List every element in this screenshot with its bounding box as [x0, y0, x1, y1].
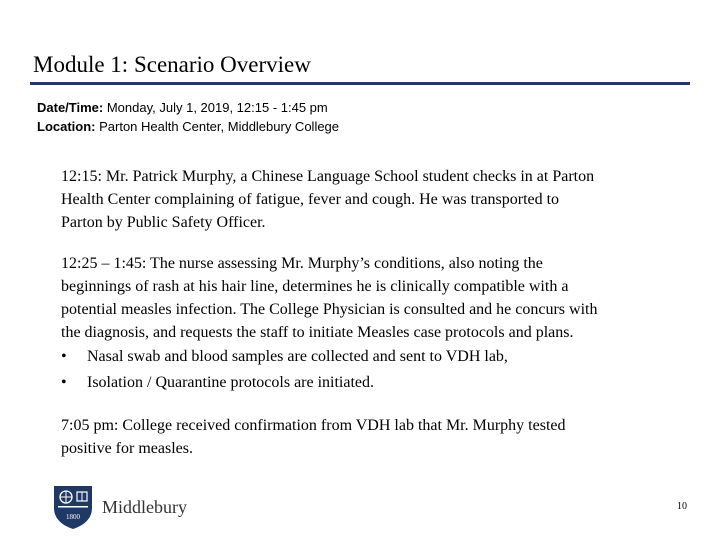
bullet-item	[61, 344, 597, 370]
datetime-label: Date/Time:	[37, 100, 104, 115]
paragraph-line: Parton by Public Safety Officer.	[61, 214, 266, 231]
logo-year: 1800	[66, 513, 80, 521]
paragraph-line: positive for measles.	[61, 440, 193, 457]
datetime-value: Monday, July 1, 2019, 12:15 - 1:45 pm	[103, 100, 328, 115]
paragraph-confirmation	[61, 414, 565, 460]
bullet-text: Isolation / Quarantine protocols are initiated.	[87, 374, 375, 391]
datetime-line	[37, 98, 339, 117]
location-label: Location:	[37, 119, 96, 134]
paragraph-line: 12:25 – 1:45: The nurse assessing Mr. Murphy’s conditions, also noting the	[61, 255, 543, 272]
paragraph-assessment	[61, 252, 597, 396]
middlebury-logo	[52, 484, 187, 530]
paragraph-line: potential measles infection. The College Physician is consulted and he concurs with	[61, 301, 598, 318]
slide-title: Module 1: Scenario Overview	[33, 52, 311, 77]
bullet-marker: •	[61, 374, 67, 391]
meta-block	[37, 98, 339, 136]
location-line	[37, 117, 339, 136]
paragraph-line: the diagnosis, and requests the staff to initiate Measles case protocols and plans.	[61, 324, 574, 341]
bullet-item	[61, 370, 597, 396]
paragraph-line: beginnings of rash at his hair line, determines he is clinically compatible with a	[61, 278, 569, 295]
bullet-text: Nasal swab and blood samples are collected and sent to VDH lab,	[87, 348, 508, 365]
paragraph-line: 12:15: Mr. Patrick Murphy, a Chinese Language School student checks in at Parton	[61, 168, 595, 185]
logo-wordmark: Middlebury	[102, 496, 187, 517]
paragraph-checkin	[61, 165, 594, 234]
title-divider	[30, 82, 690, 85]
middlebury-shield-icon	[52, 484, 94, 530]
location-value: Parton Health Center, Middlebury College	[95, 119, 340, 134]
paragraph-line: 7:05 pm: College received confirmation from VDH lab that Mr. Murphy tested	[61, 417, 566, 434]
bullet-marker: •	[61, 348, 67, 365]
paragraph-line: Health Center complaining of fatigue, fever and cough. He was transported to	[61, 191, 560, 208]
page-number: 10	[677, 501, 687, 512]
